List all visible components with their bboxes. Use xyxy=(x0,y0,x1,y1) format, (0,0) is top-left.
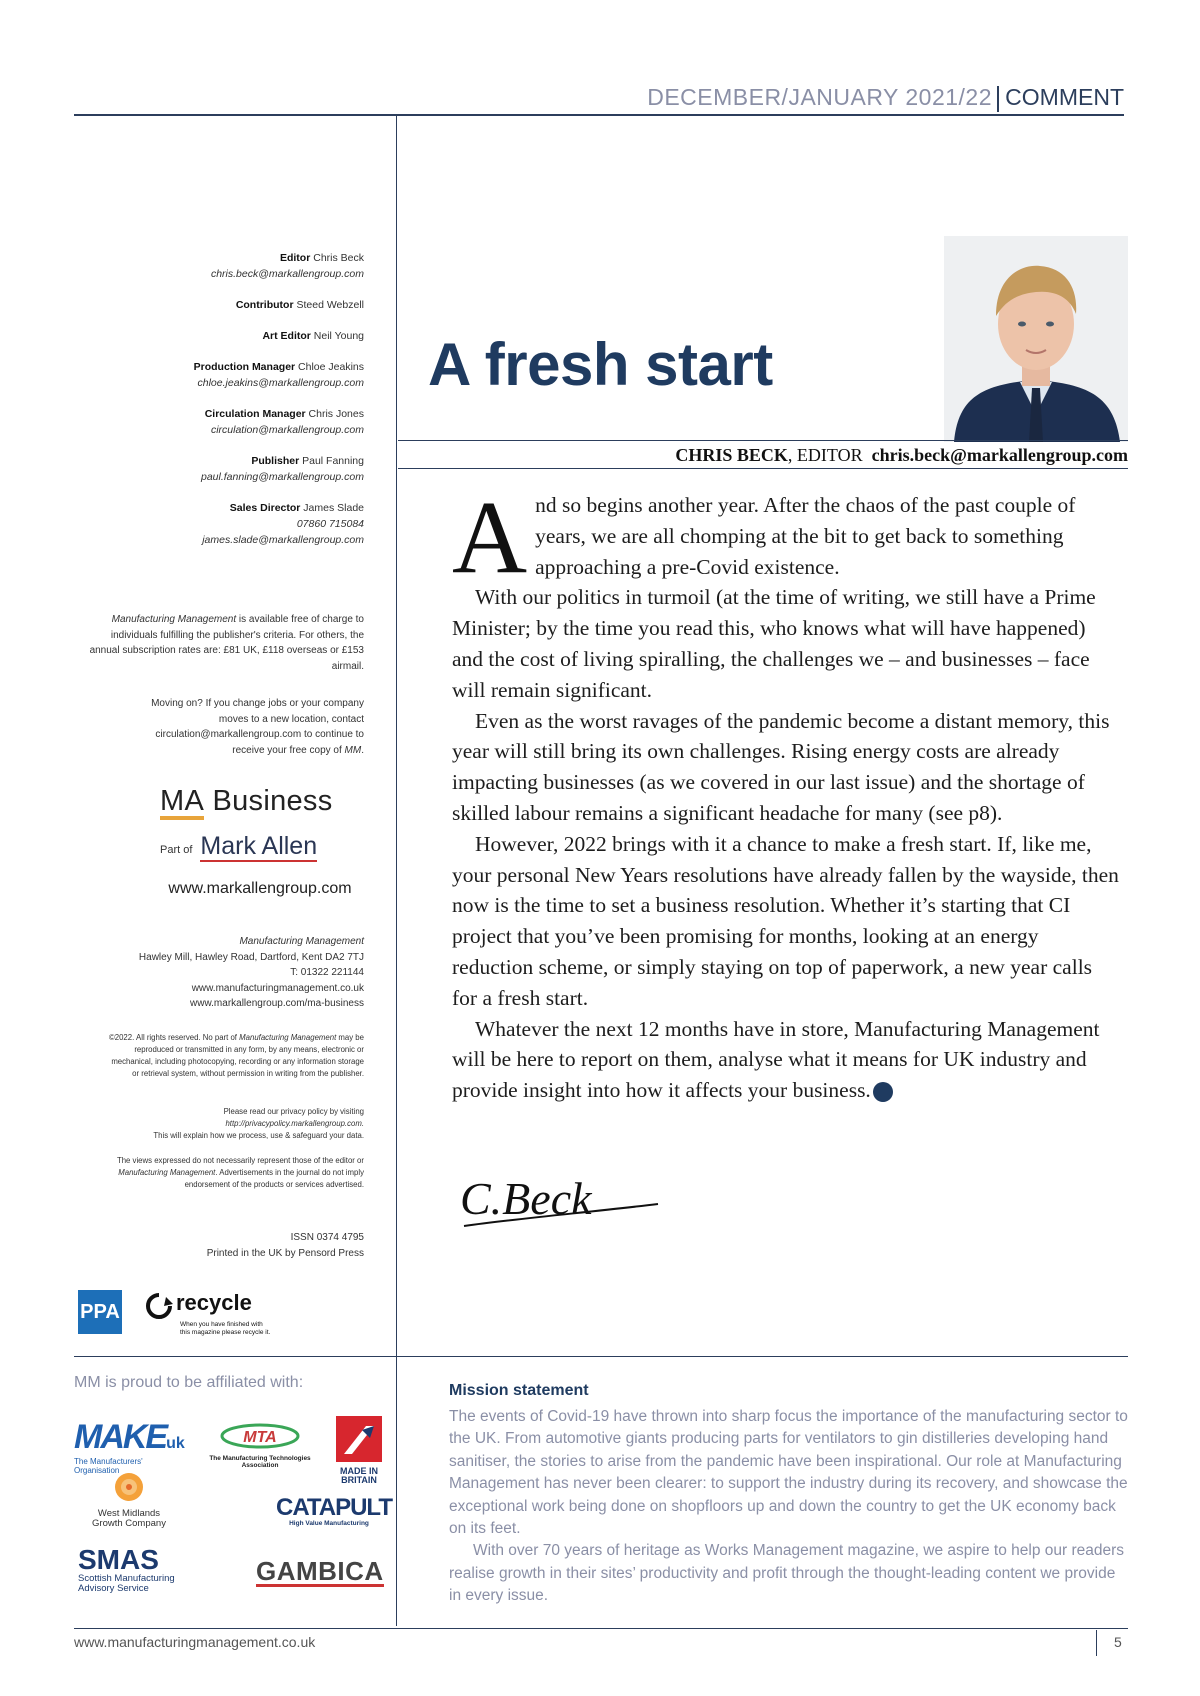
recycle-note-line: When you have finished with xyxy=(180,1320,263,1328)
person-name: Chris Jones xyxy=(308,408,364,420)
phone-number: 07860 715084 xyxy=(296,518,364,530)
availability-text: is available free of charge to individuals fulfilling the publisher's criteria. For others, the annual subscription rates are: £81 UK, £118 overseas or £153 airmail. xyxy=(89,614,364,672)
group-url[interactable]: www.markallengroup.com xyxy=(168,880,352,897)
author-role: , EDITOR xyxy=(787,445,863,465)
article-paragraph: However, 2022 brings with it a chance to make a fresh start. If, like me, your personal New Years resolutions have already fallen by the wayside, then now is the time to set a business resolution. Whether it’s starting that CI project that you’ve been promising for months, looking at an energy reduction scheme, or simply staying on top of paperwork, a new year calls for a fresh start. xyxy=(452,831,1119,1010)
signature-icon xyxy=(452,1160,672,1240)
masthead-publisher xyxy=(74,453,364,485)
recycle-logo xyxy=(142,1290,302,1337)
uk-suffix: uk xyxy=(166,1435,185,1452)
ma-mark: MA xyxy=(160,786,204,820)
role-label: Editor xyxy=(279,252,311,264)
wmgc-logo xyxy=(82,1470,176,1529)
moving-end: . xyxy=(361,744,364,756)
moving-note xyxy=(150,696,364,758)
masthead-circulation-manager xyxy=(74,406,364,438)
masthead-editor xyxy=(74,250,364,282)
ppa-logo: PPA xyxy=(78,1290,122,1334)
recycle-note-line: this magazine please recycle it. xyxy=(180,1328,271,1336)
street-address: Hawley Mill, Hawley Road, Dartford, Kent DA2 7TJ xyxy=(138,951,364,963)
article-body xyxy=(452,480,1120,1106)
article-title: A fresh start xyxy=(428,331,773,398)
email-link[interactable]: james.slade@markallengroup.com xyxy=(202,534,364,546)
phone-number: T: 01322 221144 xyxy=(290,967,364,978)
footer-rule xyxy=(74,1628,1128,1629)
role-label: Contributor xyxy=(235,299,294,311)
copyright-text: ©2022. All rights reserved. No part of xyxy=(109,1033,240,1042)
mta-swoosh-icon xyxy=(210,1420,310,1450)
email-link[interactable]: paul.fanning@markallengroup.com xyxy=(200,471,364,483)
role-label: Circulation Manager xyxy=(204,408,306,420)
byline-rule xyxy=(398,468,1128,469)
page-header xyxy=(74,84,1124,114)
role-label: Sales Director xyxy=(229,502,301,514)
person-name: Paul Fanning xyxy=(302,455,364,467)
person-name: Steed Webzell xyxy=(296,299,364,311)
smas-logo xyxy=(78,1546,198,1594)
copyright-note xyxy=(108,1032,364,1080)
role-label: Art Editor xyxy=(262,330,311,342)
masthead-sales-director xyxy=(74,500,364,548)
privacy-link[interactable]: http://privacypolicy.markallengroup.com. xyxy=(225,1119,364,1128)
privacy-text: Please read our privacy policy by visiting xyxy=(223,1107,364,1116)
email-link[interactable]: circulation@markallengroup.com xyxy=(210,424,364,436)
disclaimer-text: The views expressed do not necessarily represent those of the editor or xyxy=(116,1156,364,1165)
masthead-production-manager xyxy=(74,359,364,391)
person-name: Neil Young xyxy=(313,330,364,342)
mta-subtitle-line: Association xyxy=(241,1462,279,1469)
smas-word: SMAS xyxy=(78,1544,159,1575)
make-uk-logo xyxy=(74,1418,184,1475)
mission-title: Mission statement xyxy=(449,1382,589,1399)
email-link[interactable]: chloe.jeakins@markallengroup.com xyxy=(197,377,364,389)
section-label: COMMENT xyxy=(1005,84,1124,110)
wmgc-line: Growth Company xyxy=(92,1518,166,1529)
publication-name: Manufacturing Management xyxy=(239,936,364,947)
mta-subtitle-line: The Manufacturing Technologies xyxy=(209,1455,311,1462)
moving-text: Moving on? If you change jobs or your company moves to a new location, contact circulation@markallengroup.com to continue to receive your free copy of xyxy=(151,698,364,756)
person-name: Chris Beck xyxy=(313,252,364,264)
paragraph-text: Whatever the next 12 months have in store, Manufacturing Management will be here to report on them, analyse what it means for UK industry and provide insight into how it affects your business. xyxy=(452,1016,1100,1103)
recycle-icon xyxy=(142,1291,176,1321)
article-paragraph xyxy=(452,1014,1120,1106)
masthead-contributor xyxy=(74,297,364,313)
mta-logo xyxy=(206,1420,314,1469)
article-paragraph: Even as the worst ravages of the pandemic become a distant memory, this year will still bring its own challenges. Rising energy costs are already impacting businesses (as we covered in our last issue) and the shortage of skilled labour remains a significant headache for many (see p8). xyxy=(452,708,1110,825)
mm-abbrev: MM xyxy=(344,744,362,756)
wmgc-sunburst-icon xyxy=(111,1470,147,1504)
smas-subtitle xyxy=(78,1574,198,1594)
mission-paragraph: The events of Covid-19 have thrown into sharp focus the importance of the manufacturing sector to the UK. From automotive giants producing parts for ventilators to gin distilleries developing hand sanitiser, the stories to arise from the pandemic have been inspirational. Our role at Manufacturing Management has never been clearer: to support the industry during its recovery, and showcase the exceptional work being done on shopfloors up and down the country to get the UK economy back on its feet. xyxy=(449,1408,1128,1538)
publication-name: Manufacturing Management xyxy=(118,1168,216,1177)
masthead-art-editor xyxy=(74,328,364,344)
author-photo xyxy=(944,236,1128,442)
footer-divider xyxy=(1096,1630,1097,1656)
role-label: Production Manager xyxy=(193,361,296,373)
availability-note xyxy=(88,612,364,674)
drop-cap: A xyxy=(452,480,528,595)
mib-line: BRITAIN xyxy=(341,1475,377,1485)
made-in-britain-logo xyxy=(334,1416,384,1485)
catapult-logo xyxy=(276,1494,392,1527)
article-paragraph xyxy=(452,480,1120,595)
lower-column-divider xyxy=(396,1356,397,1626)
mark-allen-logo xyxy=(160,832,370,862)
header-separator xyxy=(997,86,999,112)
header-rule xyxy=(74,114,1124,116)
footer-url[interactable]: www.manufacturingmanagement.co.uk xyxy=(74,1634,316,1650)
author-email[interactable]: chris.beck@markallengroup.com xyxy=(871,445,1128,465)
printer-note: Printed in the UK by Pensord Press xyxy=(206,1247,364,1259)
wmgc-line: West Midlands xyxy=(97,1508,161,1519)
affiliates-heading: MM is proud to be affiliated with: xyxy=(74,1374,304,1391)
mta-word: MTA xyxy=(243,1429,277,1446)
smas-line: Advisory Service xyxy=(78,1583,149,1594)
byline-rule xyxy=(398,440,1128,441)
privacy-text: This will explain how we process, use & safeguard your data. xyxy=(153,1131,364,1140)
editor-signature xyxy=(452,1160,672,1240)
issue-date: DECEMBER/JANUARY 2021/22 xyxy=(647,84,992,110)
recycle-word: recycle xyxy=(176,1290,252,1315)
author-name: CHRIS BECK xyxy=(675,445,788,465)
website-link[interactable]: www.manufacturingmanagement.co.uk xyxy=(191,982,364,994)
smas-line: Scottish Manufacturing xyxy=(78,1573,175,1584)
mta-subtitle xyxy=(206,1455,314,1469)
email-link[interactable]: chris.beck@markallengroup.com xyxy=(210,268,364,280)
column-divider xyxy=(396,116,397,1356)
gambica-word: GAMBICA xyxy=(256,1556,384,1586)
person-name: Chloe Jeakins xyxy=(298,361,364,373)
catapult-subtitle: High Value Manufacturing xyxy=(289,1520,369,1527)
website-link[interactable]: www.markallengroup.com/ma-business xyxy=(190,998,364,1009)
issn-block xyxy=(150,1230,364,1261)
views-disclaimer xyxy=(108,1155,364,1191)
publication-name: Manufacturing Management xyxy=(111,614,237,625)
mission-statement xyxy=(449,1406,1129,1608)
made-in-britain-icon xyxy=(336,1416,382,1462)
role-label: Publisher xyxy=(251,455,300,467)
mib-text xyxy=(334,1467,384,1485)
gambica-logo xyxy=(256,1558,386,1587)
issn: ISSN 0374 4795 xyxy=(290,1232,364,1243)
make-word: MAKE xyxy=(74,1418,167,1456)
article-paragraph: With our politics in turmoil (at the time of writing, we still have a Prime Minister; by the time you read this, who knows what will have happened) and the cost of living spiralling, the challenges we – and businesses – face will remain significant. xyxy=(452,585,1096,702)
wmgc-text xyxy=(82,1509,176,1529)
privacy-note xyxy=(108,1106,364,1142)
address-block xyxy=(90,934,364,1012)
ma-business-logo xyxy=(160,785,370,820)
signature-text: C.Beck xyxy=(460,1173,592,1224)
make-subtitle: The Manufacturers' Organisation xyxy=(74,1457,143,1475)
end-mark-icon: M xyxy=(873,1082,893,1102)
mark-allen-name: Mark Allen xyxy=(200,832,318,860)
copyright-text: may be reproduced or transmitted in any form, by any means, electronic or mechanical, including photocopying, recording or any information storage or retrieval system, without permission in writing from the publisher. xyxy=(111,1033,364,1078)
disclaimer-text: . Advertisements in the journal do not imply endorsement of the products or services advertised. xyxy=(184,1168,364,1189)
recycle-note xyxy=(180,1321,302,1337)
lower-section-rule xyxy=(74,1356,1128,1357)
paragraph-text: nd so begins another year. After the chaos of the past couple of years, we are all chomping at the bit to get back to something approaching a pre-Covid existence. xyxy=(535,493,1076,579)
mib-line: MADE IN xyxy=(340,1466,378,1476)
byline xyxy=(398,442,1128,466)
business-word: Business xyxy=(204,785,333,817)
part-of-label: Part of xyxy=(160,843,193,856)
mission-paragraph: With over 70 years of heritage as Works Management magazine, we aspire to help our readers realise growth in their sites’ productivity and profit through the thought-leading content we provide in every issue. xyxy=(449,1542,1125,1605)
catapult-word: CATAPULT xyxy=(276,1494,392,1521)
publication-name: Manufacturing Management xyxy=(239,1033,337,1042)
masthead xyxy=(74,250,364,563)
person-name: James Slade xyxy=(303,502,364,514)
page-number: 5 xyxy=(1114,1634,1122,1650)
